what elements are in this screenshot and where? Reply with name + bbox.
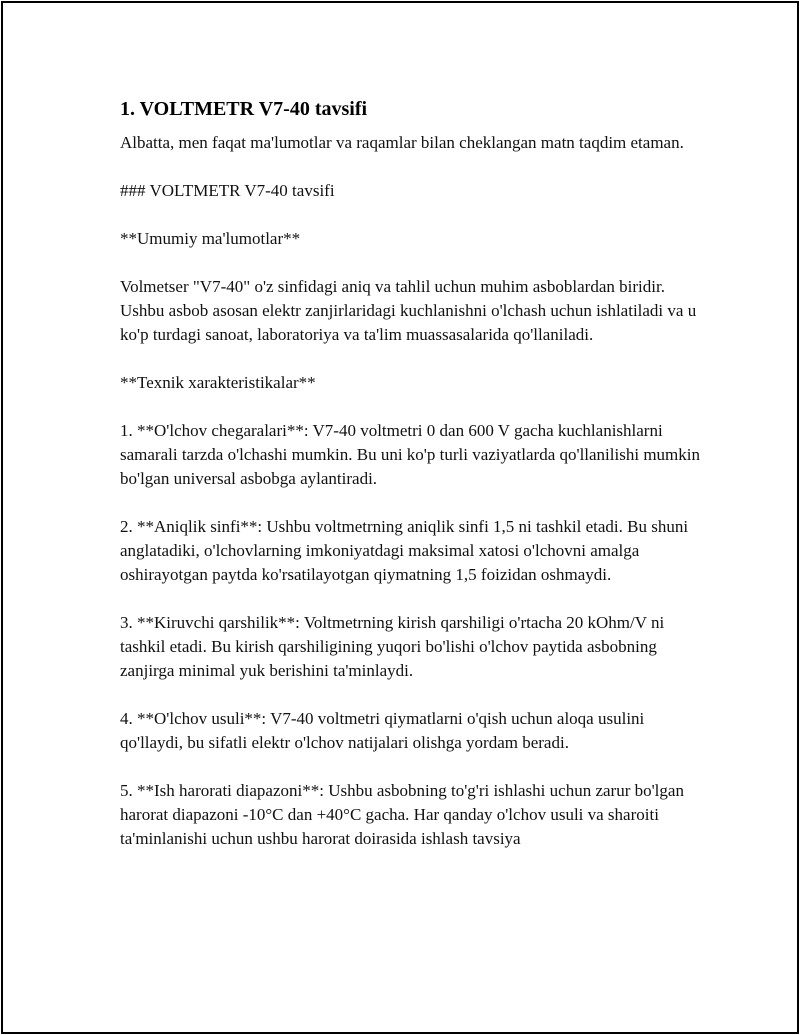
spec-item-operating-temperature: 5. **Ish harorati diapazoni**: Ushbu asbobning to'g'ri ishlashi uchun zarur bo'lgan harorat diapazoni -10°C dan +40°C gacha. Har qanday o'lchov usuli va sharoiti ta'minlanishi uchun ushbu harorat doirasida ishlash tavsiya	[120, 781, 684, 848]
general-info-heading: **Umumiy ma'lumotlar**	[120, 229, 301, 248]
document-page	[1, 1, 799, 1034]
spec-item-measurement-limits: 1. **O'lchov chegaralari**: V7-40 voltmetri 0 dan 600 V gacha kuchlanishlarni samarali tarzda o'lchashi mumkin. Bu uni ko'p turli vaziyatlarda qo'llanilishi mumkin bo'lgan universal asbobga aylantiradi.	[120, 421, 700, 488]
intro-paragraph: Albatta, men faqat ma'lumotlar va raqamlar bilan cheklangan matn taqdim etaman.	[120, 133, 684, 152]
spec-item-measurement-method: 4. **O'lchov usuli**: V7-40 voltmetri qiymatlarni o'qish uchun aloqa usulini qo'llaydi, bu sifatli elektr o'lchov natijalari olishga yordam beradi.	[120, 709, 645, 752]
technical-specs-heading: **Texnik xarakteristikalar**	[120, 373, 316, 392]
spec-item-input-resistance: 3. **Kiruvchi qarshilik**: Voltmetrning kirish qarshiligi o'rtacha 20 kOhm/V ni tashkil etadi. Bu kirish qarshiligining yuqori bo'lishi o'lchov paytida asbobning zanjirga minimal yuk berishini ta'minlaydi.	[120, 613, 665, 680]
general-info-paragraph: Volmetser "V7-40" o'z sinfidagi aniq va tahlil uchun muhim asboblardan biridir. Ushbu asbob asosan elektr zanjirlaridagi kuchlanishni o'lchash uchun ishlatiladi va u ko'p turdagi sanoat, laboratoriya va ta'lim muassasalarida qo'llaniladi.	[120, 277, 697, 344]
markdown-heading-line: ### VOLTMETR V7-40 tavsifi	[120, 181, 335, 200]
document-body	[120, 95, 700, 851]
document-title: 1. VOLTMETR V7-40 tavsifi	[120, 98, 368, 120]
spec-item-accuracy-class: 2. **Aniqlik sinfi**: Ushbu voltmetrning aniqlik sinfi 1,5 ni tashkil etadi. Bu shuni anglatadiki, o'lchovlarning imkoniyatdagi maksimal xatosi o'lchovni amalga oshirayotgan paytda ko'rsatilayotgan qiymatning 1,5 foizidan oshmaydi.	[120, 517, 689, 584]
